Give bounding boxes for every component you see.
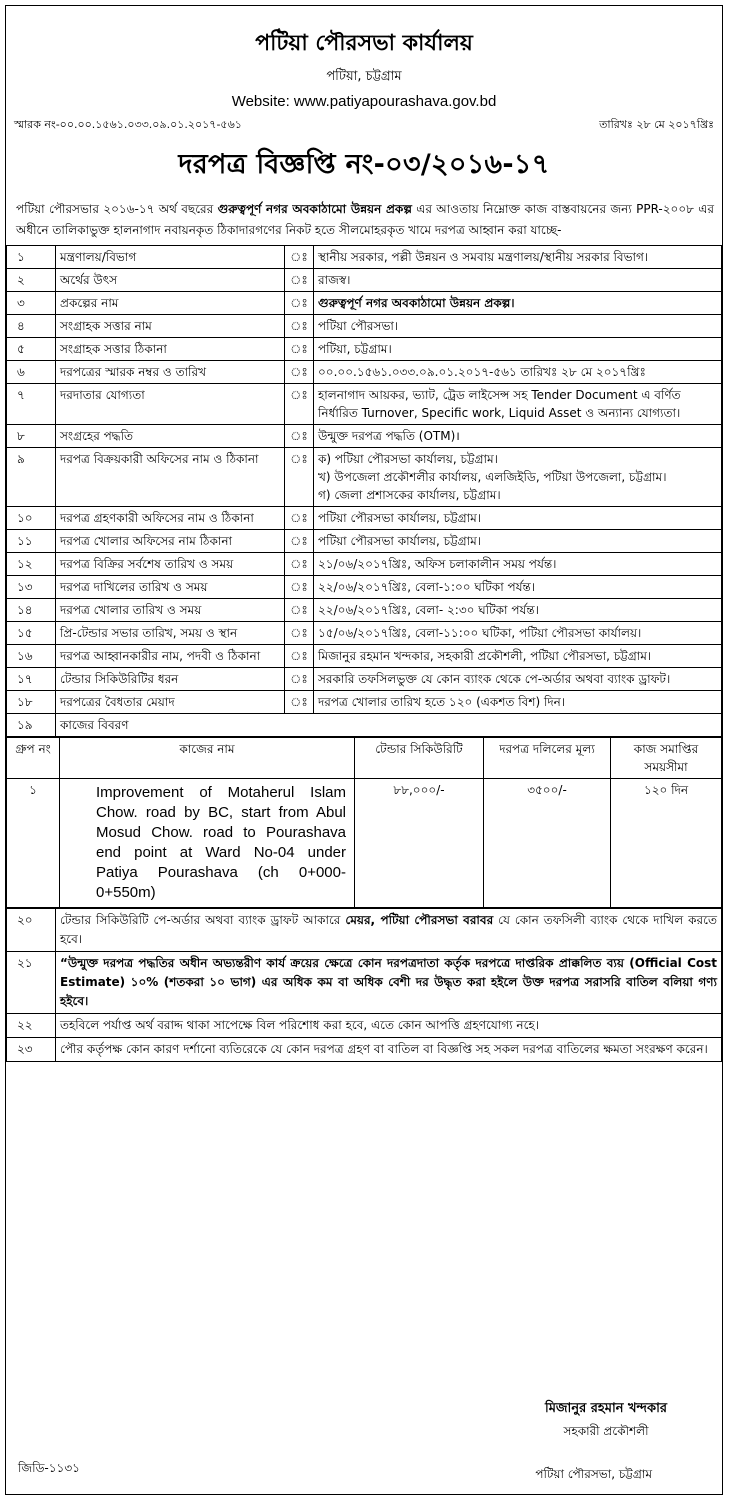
info-row	[7, 645, 722, 668]
info-row	[7, 292, 722, 315]
info-row	[7, 691, 722, 714]
signatory-designation: সহকারী প্রকৌশলী	[563, 1424, 649, 1438]
row-label: প্রকল্পের নাম	[56, 292, 285, 315]
row-colon: ঃ	[285, 448, 314, 507]
row-colon: ঃ	[285, 315, 314, 338]
works-header-security: টেন্ডার সিকিউরিটি	[355, 738, 484, 779]
memo-number: স্মারক নং-০০.০০.১৫৬১.০৩৩.০৯.০১.২০১৭-৫৬১	[14, 118, 242, 131]
header	[6, 26, 722, 110]
row-label: কাজের বিবরণ	[56, 714, 722, 737]
intro-project: গুরুত্বপূর্ণ নগর অবকাঠামো উন্নয়ন প্রকল্প	[217, 202, 412, 216]
intro-text-1: পটিয়া পৌরসভার ২০১৬-১৭ অর্থ বছরের	[16, 202, 218, 216]
row-value: ২২/০৬/২০১৭খ্রিঃ, বেলা- ২:৩০ ঘটিকা পর্যন্ত।	[314, 599, 722, 622]
row-number: ১৩	[7, 576, 56, 599]
row-colon: ঃ	[285, 691, 314, 714]
row-number: ১৪	[7, 599, 56, 622]
value-line: ক) পটিয়া পৌরসভা কার্যালয়, চট্টগ্রাম।	[318, 452, 498, 466]
info-row	[7, 668, 722, 691]
works-header	[7, 738, 722, 779]
row-number: ২	[7, 269, 56, 292]
row-label: অর্থের উৎস	[56, 269, 285, 292]
info-row	[7, 338, 722, 361]
row-value: গুরুত্বপূর্ণ নগর অবকাঠামো উন্নয়ন প্রকল্প।	[314, 292, 722, 315]
row-number: ৬	[7, 361, 56, 384]
works-table	[6, 737, 722, 908]
info-row	[7, 576, 722, 599]
row-number: ৮	[7, 425, 56, 448]
reference-line	[6, 110, 722, 135]
row-label: দরপত্রের স্মারক নম্বর ও তারিখ	[56, 361, 285, 384]
row-label: দরপত্র খোলার তারিখ ও সময়	[56, 599, 285, 622]
row-label: সংগ্রাহক সত্তার নাম	[56, 315, 285, 338]
row-colon: ঃ	[285, 553, 314, 576]
notice-title: দরপত্র বিজ্ঞপ্তি নং-০৩/২০১৬-১৭	[178, 149, 550, 180]
notice-date: তারিখঃ ২৮ মে ২০১৭খ্রিঃ	[599, 118, 714, 131]
row-colon: ঃ	[285, 576, 314, 599]
info-row	[7, 553, 722, 576]
row-colon: ঃ	[285, 246, 314, 269]
info-row	[7, 530, 722, 553]
row-colon: ঃ	[285, 507, 314, 530]
row-number: ১	[7, 246, 56, 269]
work-row	[7, 779, 722, 908]
rule-text	[56, 952, 722, 1014]
row-value: মিজানুর রহমান খন্দকার, সহকারী প্রকৌশলী, পটিয়া পৌরসভা, চট্টগ্রাম।	[314, 645, 722, 668]
row-label: সংগ্রহের পদ্ধতি	[56, 425, 285, 448]
row-label: টেন্ডার সিকিউরিটির ধরন	[56, 668, 285, 691]
row-number: ১৭	[7, 668, 56, 691]
row-colon: ঃ	[285, 530, 314, 553]
rule-text-bold: মেয়র, পটিয়া পৌরসভা বরাবর	[345, 913, 494, 927]
rule-text-pre: তহবিলে পর্যাপ্ত অর্থ বরাদ্দ থাকা সাপেক্ষে বিল পরিশোধ করা হবে, এতে কোন আপত্তি গ্রহণযোগ্য নহে।	[60, 1018, 539, 1032]
rule-number: ২২	[7, 1014, 56, 1038]
row-number: ১১	[7, 530, 56, 553]
row-number: ১৬	[7, 645, 56, 668]
rule-text	[56, 909, 722, 952]
row-number: ৪	[7, 315, 56, 338]
row-label: দরপত্র বিক্রয়কারী অফিসের নাম ও ঠিকানা	[56, 448, 285, 507]
row-colon: ঃ	[285, 668, 314, 691]
row-number: ৩	[7, 292, 56, 315]
works-header-name: কাজের নাম	[60, 738, 355, 779]
rules-table	[6, 908, 722, 1062]
rule-number: ২০	[7, 909, 56, 952]
value-line: গ) জেলা প্রশাসকের কার্যালয়, চট্টগ্রাম।	[318, 488, 501, 502]
row-number: ১৮	[7, 691, 56, 714]
info-row	[7, 425, 722, 448]
info-row	[7, 315, 722, 338]
row-label: সংগ্রাহক সত্তার ঠিকানা	[56, 338, 285, 361]
signature-block	[545, 1398, 667, 1442]
work-group: ১	[7, 779, 60, 908]
row-value: পটিয়া পৌরসভা।	[314, 315, 722, 338]
office-location: পটিয়া, চট্টগ্রাম	[326, 69, 402, 84]
row-number: ৫	[7, 338, 56, 361]
row-value: সরকারি তফসিলভুক্ত যে কোন ব্যাংক থেকে পে-অর্ডার অথবা ব্যাংক ড্রাফট।	[314, 668, 722, 691]
rule-row	[7, 1014, 722, 1038]
info-row	[7, 599, 722, 622]
row-colon: ঃ	[285, 361, 314, 384]
works-header-group: গ্রুপ নং	[7, 738, 60, 779]
rule-text-pre: টেন্ডার সিকিউরিটি পে-অর্ডার অথবা ব্যাংক ড্রাফট আকারে	[60, 913, 346, 927]
gd-number: জিডি-১১৩১	[18, 1461, 80, 1475]
info-row	[7, 714, 722, 737]
row-label: মন্ত্রণালয়/বিভাগ	[56, 246, 285, 269]
row-label: দরদাতার যোগ্যতা	[56, 384, 285, 425]
info-row	[7, 448, 722, 507]
info-row	[7, 622, 722, 645]
row-value: ২১/০৬/২০১৭খ্রিঃ, অফিস চলাকালীন সময় পর্যন্ত।	[314, 553, 722, 576]
row-number: ১৯	[7, 714, 56, 737]
row-colon: ঃ	[285, 425, 314, 448]
row-number: ১০	[7, 507, 56, 530]
value-line: খ) উপজেলা প্রকৌশলীর কার্যালয়, এলজিইডি, পটিয়া উপজেলা, চট্টগ্রাম।	[318, 470, 667, 484]
work-price: ৩৫০০/-	[484, 779, 611, 908]
rule-text-pre: পৌর কর্তৃপক্ষ কোন কারণ দর্শানো ব্যতিরেকে যে কোন দরপত্র গ্রহণ বা বাতিল বা বিজ্ঞপ্তি সহ সকল দরপত্র বাতিলের ক্ষমতা সংরক্ষণ করেন।	[60, 1042, 708, 1056]
row-value: পটিয়া পৌরসভা কার্যালয়, চট্টগ্রাম।	[314, 530, 722, 553]
rule-text-bold: “উন্মুক্ত দরপত্র পদ্ধতির অধীন অভ্যন্তরীণ কার্য ক্রয়ের ক্ষেত্রে কোন দরপত্রদাতা কর্তৃক দরপত্রে দাপ্তরিক প্রাক্কলিত ব্যয় (Official Cost Estimate) ১০% (শতকরা ১০ ভাগ) এর অধিক কম বা অধিক বেশী দর উদ্ধৃত করা হইলে উক্ত দরপত্র সরাসরি বাতিল বলিয়া গণ্য হইবে।	[60, 956, 717, 1008]
work-time: ১২০ দিন	[611, 779, 722, 908]
row-number: ১২	[7, 553, 56, 576]
signatory-office: পটিয়া পৌরসভা, চট্টগ্রাম	[535, 1467, 652, 1481]
row-label: দরপত্রের বৈধতার মেয়াদ	[56, 691, 285, 714]
info-row	[7, 361, 722, 384]
row-label: দরপত্র দাখিলের তারিখ ও সময়	[56, 576, 285, 599]
row-number: ১৫	[7, 622, 56, 645]
rule-text	[56, 1038, 722, 1062]
rule-text-post: যে কোন তফসিলী ব্যাংক থেকে দাখিল করতে হবে।	[60, 913, 717, 946]
row-number: ৯	[7, 448, 56, 507]
office-name: পটিয়া পৌরসভা কার্যালয়	[255, 31, 473, 56]
row-colon: ঃ	[285, 384, 314, 425]
row-value: পটিয়া, চট্টগ্রাম।	[314, 338, 722, 361]
intro-text-2: এর আওতায় নিম্নোক্ত কাজ বাস্তবায়নের জন্য PPR-২০০৮ এর অধীনে তালিকাভুক্ত হালনাগাদ নবায়নকৃত ঠিকাদারগণের নিকট হতে সীলমোহরকৃত খামে দরপত্র আহ্বান করা যাচ্ছে-	[16, 202, 714, 237]
row-value: স্থানীয় সরকার, পল্লী উন্নয়ন ও সমবায় মন্ত্রণালয়/স্থানীয় সরকার বিভাগ।	[314, 246, 722, 269]
website: Website: www.patiyapourashava.gov.bd	[231, 93, 497, 110]
info-row	[7, 269, 722, 292]
row-label: দরপত্র গ্রহণকারী অফিসের নাম ও ঠিকানা	[56, 507, 285, 530]
rule-number: ২৩	[7, 1038, 56, 1062]
work-security: ৮৮,০০০/-	[355, 779, 484, 908]
work-name: Improvement of Motaherul Islam Chow. road by BC, start from Abul Mosud Chow. road to Pourashava end point at Ward No-04 under Patiya Pourashava (ch 0+000-0+550m)	[60, 779, 355, 908]
rule-row	[7, 952, 722, 1014]
row-number: ৭	[7, 384, 56, 425]
row-colon: ঃ	[285, 599, 314, 622]
info-row	[7, 246, 722, 269]
row-value: ১৫/০৬/২০১৭খ্রিঃ, বেলা-১১:০০ ঘটিকা, পটিয়া পৌরসভা কার্যালয়।	[314, 622, 722, 645]
rule-text	[56, 1014, 722, 1038]
row-value: ২২/০৬/২০১৭খ্রিঃ, বেলা-১:০০ ঘটিকা পর্যন্ত।	[314, 576, 722, 599]
row-colon: ঃ	[285, 622, 314, 645]
row-label: প্রি-টেন্ডার সভার তারিখ, সময় ও স্থান	[56, 622, 285, 645]
info-row	[7, 384, 722, 425]
row-value: ০০.০০.১৫৬১.০৩৩.০৯.০১.২০১৭-৫৬১ তারিখঃ ২৮ মে ২০১৭খ্রিঃ	[314, 361, 722, 384]
rule-number: ২১	[7, 952, 56, 1014]
row-value: রাজস্ব।	[314, 269, 722, 292]
rule-row	[7, 909, 722, 952]
row-label: দরপত্র বিক্রির সর্বশেষ তারিখ ও সময়	[56, 553, 285, 576]
works-header-price: দরপত্র দলিলের মূল্য	[484, 738, 611, 779]
row-colon: ঃ	[285, 645, 314, 668]
intro-paragraph	[6, 189, 722, 241]
row-value: হালনাগাদ আয়কর, ভ্যাট, ট্রেড লাইসেন্স সহ Tender Document এ বর্ণিত নির্ধারিত Turnover, Specific work, Liquid Asset ও অন্যান্য যোগ্যতা।	[314, 384, 722, 425]
signatory-name: মিজানুর রহমান খন্দকার	[544, 1401, 667, 1416]
tender-notice	[5, 5, 723, 1495]
row-colon: ঃ	[285, 269, 314, 292]
row-colon: ঃ	[285, 338, 314, 361]
row-value: পটিয়া পৌরসভা কার্যালয়, চট্টগ্রাম।	[314, 507, 722, 530]
works-header-time: কাজ সমাপ্তির সময়সীমা	[611, 738, 722, 779]
row-value	[314, 448, 722, 507]
rule-row	[7, 1038, 722, 1062]
row-label: দরপত্র খোলার অফিসের নাম ঠিকানা	[56, 530, 285, 553]
row-value: উন্মুক্ত দরপত্র পদ্ধতি (OTM)।	[314, 425, 722, 448]
info-row	[7, 507, 722, 530]
row-colon: ঃ	[285, 292, 314, 315]
row-value: দরপত্র খোলার তারিখ হতে ১২০ (একশত বিশ) দিন।	[314, 691, 722, 714]
info-table	[6, 245, 722, 737]
row-label: দরপত্র আহ্বানকারীর নাম, পদবী ও ঠিকানা	[56, 645, 285, 668]
